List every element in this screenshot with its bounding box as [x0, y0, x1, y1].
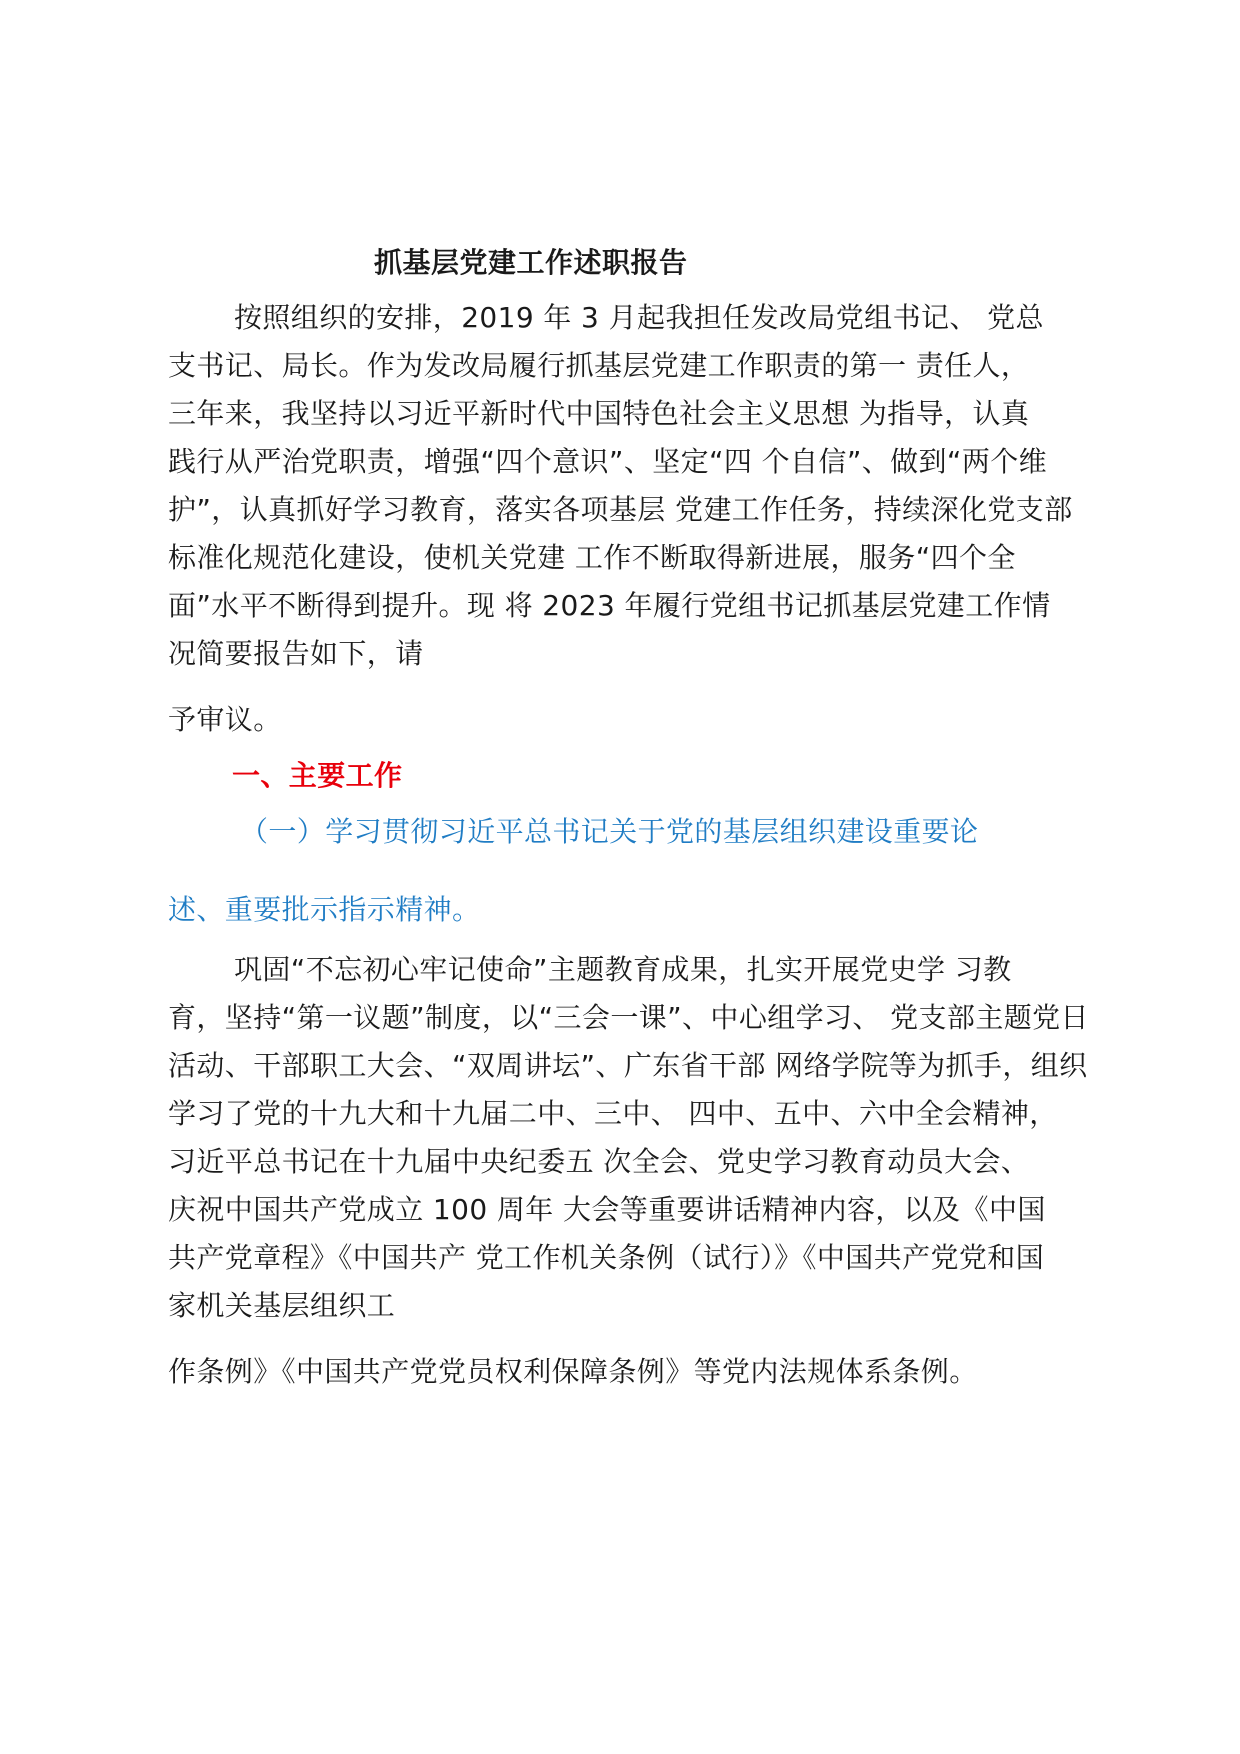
paragraph-2-line-1: 巩固“不忘初心牢记使命”主题教育成果，扎实开展党史学 习教	[234, 953, 1012, 986]
paragraph-1-line-2: 支书记、局长。作为发改局履行抓基层党建工作职责的第一 责任人，	[168, 349, 1030, 382]
paragraph-1-line-7: 面”水平不断得到提升。现 将 2023 年履行党组书记抓基层党建工作情	[168, 589, 1051, 622]
subheading-line-2: 述、重要批示指示精神。	[168, 893, 481, 926]
paragraph-1-line-4: 践行从严治党职责，增强“四个意识”、坚定“四 个自信”、做到“两个维	[168, 445, 1048, 478]
paragraph-1-line-6: 标准化规范化建设，使机关党建 工作不断取得新进展，服务“四个全	[168, 541, 1016, 574]
paragraph-2-line-3: 活动、干部职工大会、“双周讲坛”、广东省干部 网络学院等为抓手，组织	[168, 1049, 1088, 1082]
document-title: 抓基层党建工作述职报告	[374, 246, 688, 279]
section-heading: 一、主要工作	[232, 759, 403, 792]
paragraph-2-line-6: 庆祝中国共产党成立 100 周年 大会等重要讲话精神内容，以及《中国	[168, 1193, 1046, 1226]
paragraph-2-line-8: 家机关基层组织工	[168, 1289, 396, 1322]
subheading-line-1: （一）学习贯彻习近平总书记关于党的基层组织建设重要论	[240, 815, 979, 848]
paragraph-1-line-3: 三年来，我坚持以习近平新时代中国特色社会主义思想 为指导，认真	[168, 397, 1030, 430]
paragraph-1-line-5: 护”，认真抓好学习教育，落实各项基层 党建工作任务，持续深化党支部	[168, 493, 1073, 526]
paragraph-2-tail: 作条例》《中国共产党党员权利保障条例》等党内法规体系条例。	[168, 1355, 978, 1388]
paragraph-1-tail: 予审议。	[168, 703, 282, 736]
paragraph-1-line-1: 按照组织的安排，2019 年 3 月起我担任发改局党组书记、 党总	[234, 301, 1044, 334]
paragraph-2-line-2: 育，坚持“第一议题”制度，以“三会一课”、中心组学习、 党支部主题党日	[168, 1001, 1089, 1034]
paragraph-1-line-8: 况简要报告如下，请	[168, 637, 424, 670]
paragraph-2-line-7: 共产党章程》《中国共产 党工作机关条例（试行）》《中国共产党党和国	[168, 1241, 1045, 1274]
paragraph-2-line-5: 习近平总书记在十九届中央纪委五 次全会、党史学习教育动员大会、	[168, 1145, 1030, 1178]
paragraph-2-line-4: 学习了党的十九大和十九届二中、三中、 四中、五中、六中全会精神，	[168, 1097, 1058, 1130]
